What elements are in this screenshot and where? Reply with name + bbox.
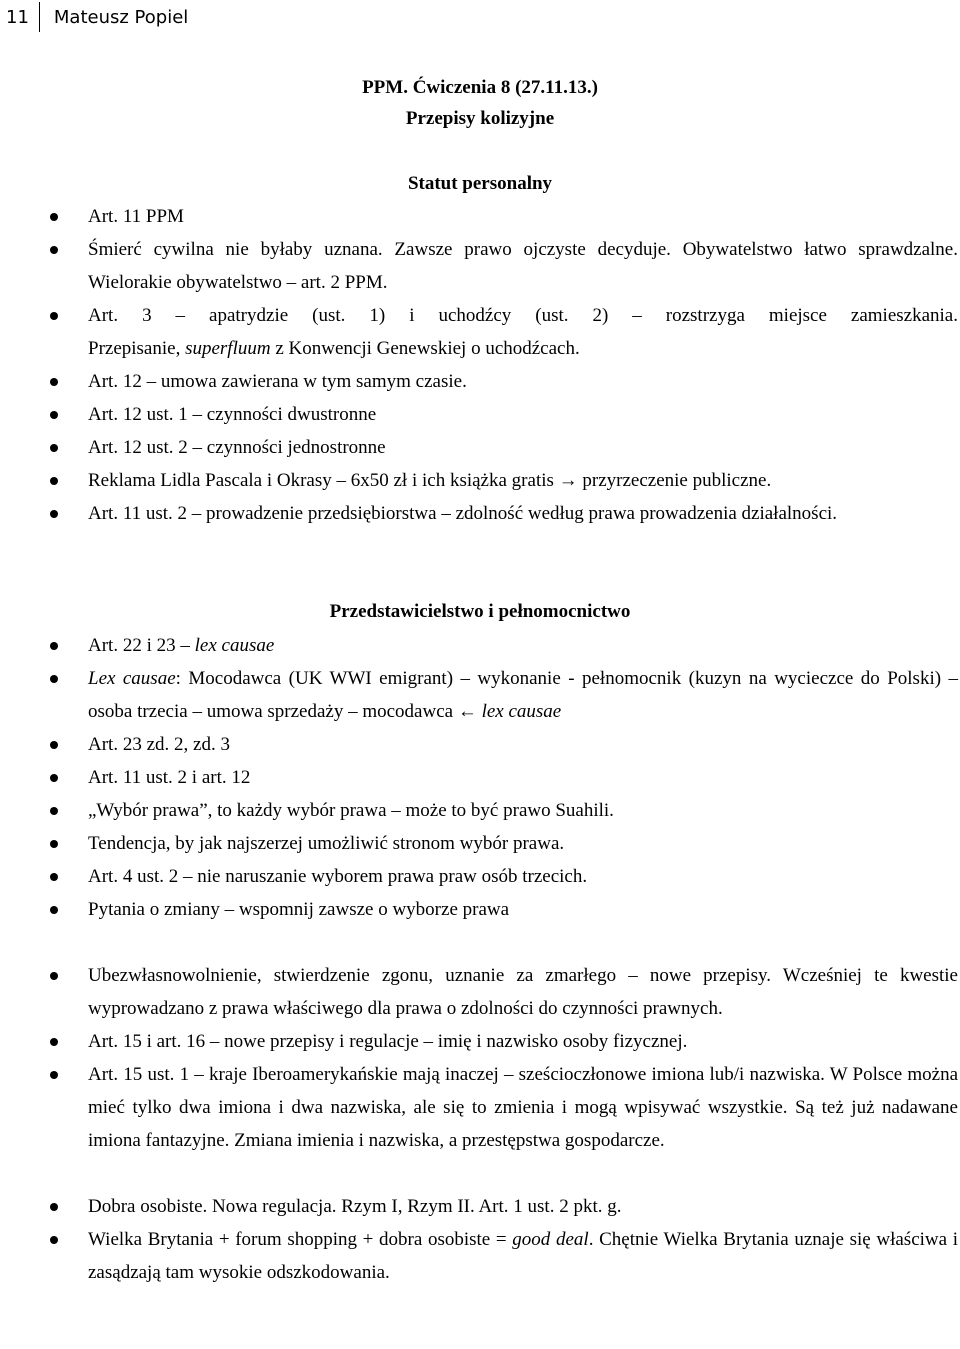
item-text-italic: lex causae — [194, 635, 275, 656]
list-item — [0, 299, 960, 332]
item-text: Wielka Brytania + forum shopping + dobra osobiste = — [88, 1229, 513, 1250]
list-item — [0, 1223, 960, 1289]
item-text-italic: superfluum — [185, 338, 271, 359]
list-item — [0, 464, 960, 497]
list-item — [0, 365, 960, 398]
section-heading-statut: Statut personalny — [407, 173, 553, 194]
item-text: Art. 23 zd. 2, zd. 3 — [88, 734, 230, 755]
doc-title: PPM. Ćwiczenia 8 (27.11.13.) — [362, 77, 598, 98]
list-item — [0, 893, 960, 926]
item-text: Art. 12 ust. 2 – czynności jednostronne — [88, 437, 386, 458]
item-text: Pytania o zmiany – wspomnij zawsze o wyborze prawa — [88, 899, 510, 920]
list-item — [0, 629, 960, 662]
item-text-italic: good deal — [512, 1229, 589, 1250]
list-item — [0, 1190, 960, 1223]
item-text: „Wybór prawa”, to każdy wybór prawa – może to być prawo Suahili. — [88, 800, 614, 821]
item-text: Tendencja, by jak najszerzej umożliwić stronom wybór prawa. — [88, 833, 565, 854]
list-item — [0, 794, 960, 827]
list-item — [0, 761, 960, 794]
list-item — [0, 200, 960, 233]
page-number: 11 — [6, 6, 29, 28]
author-name: Mateusz Popiel — [53, 6, 189, 28]
item-text: Art. 12 ust. 1 – czynności dwustronne — [88, 404, 377, 425]
list-item — [0, 431, 960, 464]
item-text: Art. 11 ust. 2 – prowadzenie przedsiębiorstwa – zdolność według prawa prowadzenia działalności. — [88, 503, 838, 524]
item-text: Dobra osobiste. Nowa regulacja. Rzym I, Rzym II. Art. 1 ust. 2 pkt. g. — [88, 1196, 622, 1217]
item-text: . Chętnie Wielka Brytania uznaje się właściwa i zasądzają tam wysokie odszkodowania. — [88, 1229, 959, 1283]
item-text-italic: Lex causae — [88, 668, 176, 689]
item-text: Reklama Lidla Pascala i Okrasy – 6x50 zł i ich książka gratis → przyrzeczenie publiczne. — [88, 470, 772, 491]
list-przedstawicielstwo — [0, 629, 960, 1289]
list-item — [0, 860, 960, 893]
list-statut-personalny — [0, 200, 960, 530]
page-header — [0, 0, 188, 34]
item-text: z Konwencji Genewskiej o uchodźcach. — [270, 338, 580, 359]
section-heading-przedstawicielstwo: Przedstawicielstwo i pełnomocnictwo — [329, 601, 631, 622]
list-item — [0, 398, 960, 431]
item-text: Art. 15 i art. 16 – nowe przepisy i regulacje – imię i nazwisko osoby fizycznej. — [88, 1031, 688, 1052]
list-item — [0, 827, 960, 860]
list-item — [0, 1058, 960, 1157]
item-text: Śmierć cywilna nie byłaby uznana. Zawsze prawo ojczyste decyduje. Obywatelstwo łatwo sprawdzalne. Wielorakie obywatelstwo – art. 2 PPM. — [88, 239, 958, 293]
list-item — [0, 1025, 960, 1058]
item-text: Przepisanie, — [88, 338, 186, 359]
item-text: Art. 12 – umowa zawierana w tym samym czasie. — [88, 371, 467, 392]
list-item — [0, 497, 960, 530]
item-text: Ubezwłasnowolnienie, stwierdzenie zgonu, uznanie za zmarłego – nowe przepisy. Wcześniej te kwestie wyprowadzano z prawa właściwego dla prawa o zdolności do czynności prawnych. — [88, 965, 958, 1019]
list-item — [0, 959, 960, 1025]
list-item-continuation — [0, 332, 960, 365]
item-text-italic: lex causae — [481, 701, 562, 722]
item-text: Art. 11 PPM — [88, 206, 184, 227]
item-text: Art. 4 ust. 2 – nie naruszanie wyborem prawa praw osób trzecich. — [88, 866, 588, 887]
item-text: Art. 11 ust. 2 i art. 12 — [88, 767, 251, 788]
item-text: Art. 3 – apatrydzie (ust. 1) i uchodźcy (ust. 2) – rozstrzyga miejsce zamieszkania. — [88, 305, 958, 326]
item-text: Art. 22 i 23 – — [88, 635, 195, 656]
doc-subtitle: Przepisy kolizyjne — [405, 108, 555, 129]
list-item — [0, 233, 960, 299]
list-item — [0, 662, 960, 728]
list-item — [0, 728, 960, 761]
item-text: Art. 15 ust. 1 – kraje Iberoamerykańskie mają inaczej – sześcioczłonowe imiona lub/i nazwiska. W Polsce można mieć tylko dwa imiona i dwa nazwiska, ale się to zmienia i mogą wpisywać wszystkie. Są też już nadawane imiona fantazyjne. Zmiana imienia i nazwiska, a przestępstwa gospodarcze. — [88, 1064, 958, 1151]
item-text: : Mocodawca (UK WWI emigrant) – wykonanie - pełnomocnik (kuzyn na wycieczce do Polski) – osoba trzecia – umowa sprzedaży – mocodawca ← — [88, 668, 958, 722]
